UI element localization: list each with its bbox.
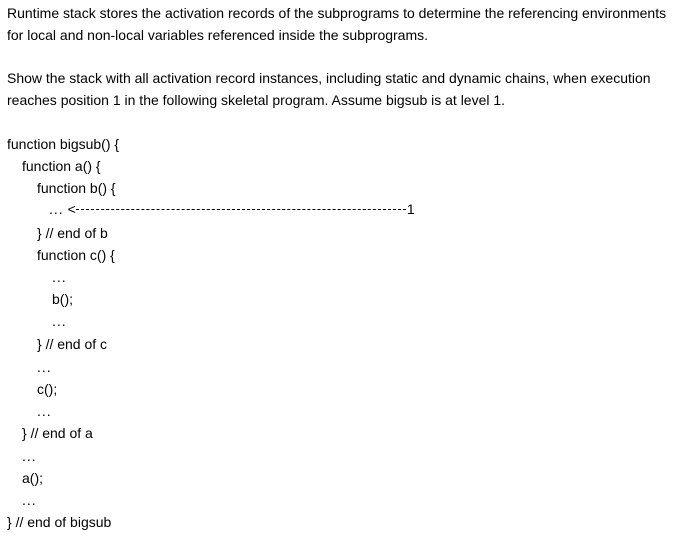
- code-line-bigsub-close: } // end of bigsub: [7, 514, 112, 530]
- code-line-call-a: a();: [22, 470, 43, 486]
- code-line-b-open: function b() {: [37, 180, 116, 196]
- dashed-arrow-line: [76, 209, 406, 210]
- arrow-left-icon: <: [67, 201, 76, 217]
- code-line-a-close: } // end of a: [22, 425, 93, 441]
- code-line-a-open: function a() {: [22, 158, 101, 174]
- code-line-bigsub-body-1: ...: [22, 448, 37, 464]
- code-line-bigsub-body-2: ...: [22, 492, 37, 508]
- code-line-b-close: } // end of b: [37, 225, 108, 241]
- code-line-c-body-2: ...: [52, 313, 67, 329]
- code-line-c-close: } // end of c: [37, 336, 108, 352]
- code-line-bigsub-open: function bigsub() {: [7, 136, 120, 152]
- code-line-c-body-1: ...: [52, 269, 67, 285]
- position-1-marker: [49, 199, 415, 219]
- code-line-b-body: ...: [49, 201, 64, 217]
- code-line-a-body-2: ...: [37, 403, 52, 419]
- code-line-call-c: c();: [37, 381, 58, 397]
- code-line-c-open: function c() {: [37, 247, 115, 263]
- question-paragraph: Show the stack with all activation record instances, including static and dynamic chains, when execution reaches position 1 in the following skeletal program. Assume bigsub is at level 1.: [7, 70, 651, 108]
- code-line-call-b: b();: [52, 291, 73, 307]
- code-line-a-body-1: ...: [37, 359, 52, 375]
- position-label: 1: [406, 201, 415, 217]
- intro-paragraph: Runtime stack stores the activation records of the subprograms to determine the referencing environments for local and non-local variables referenced inside the subprograms.: [7, 5, 667, 43]
